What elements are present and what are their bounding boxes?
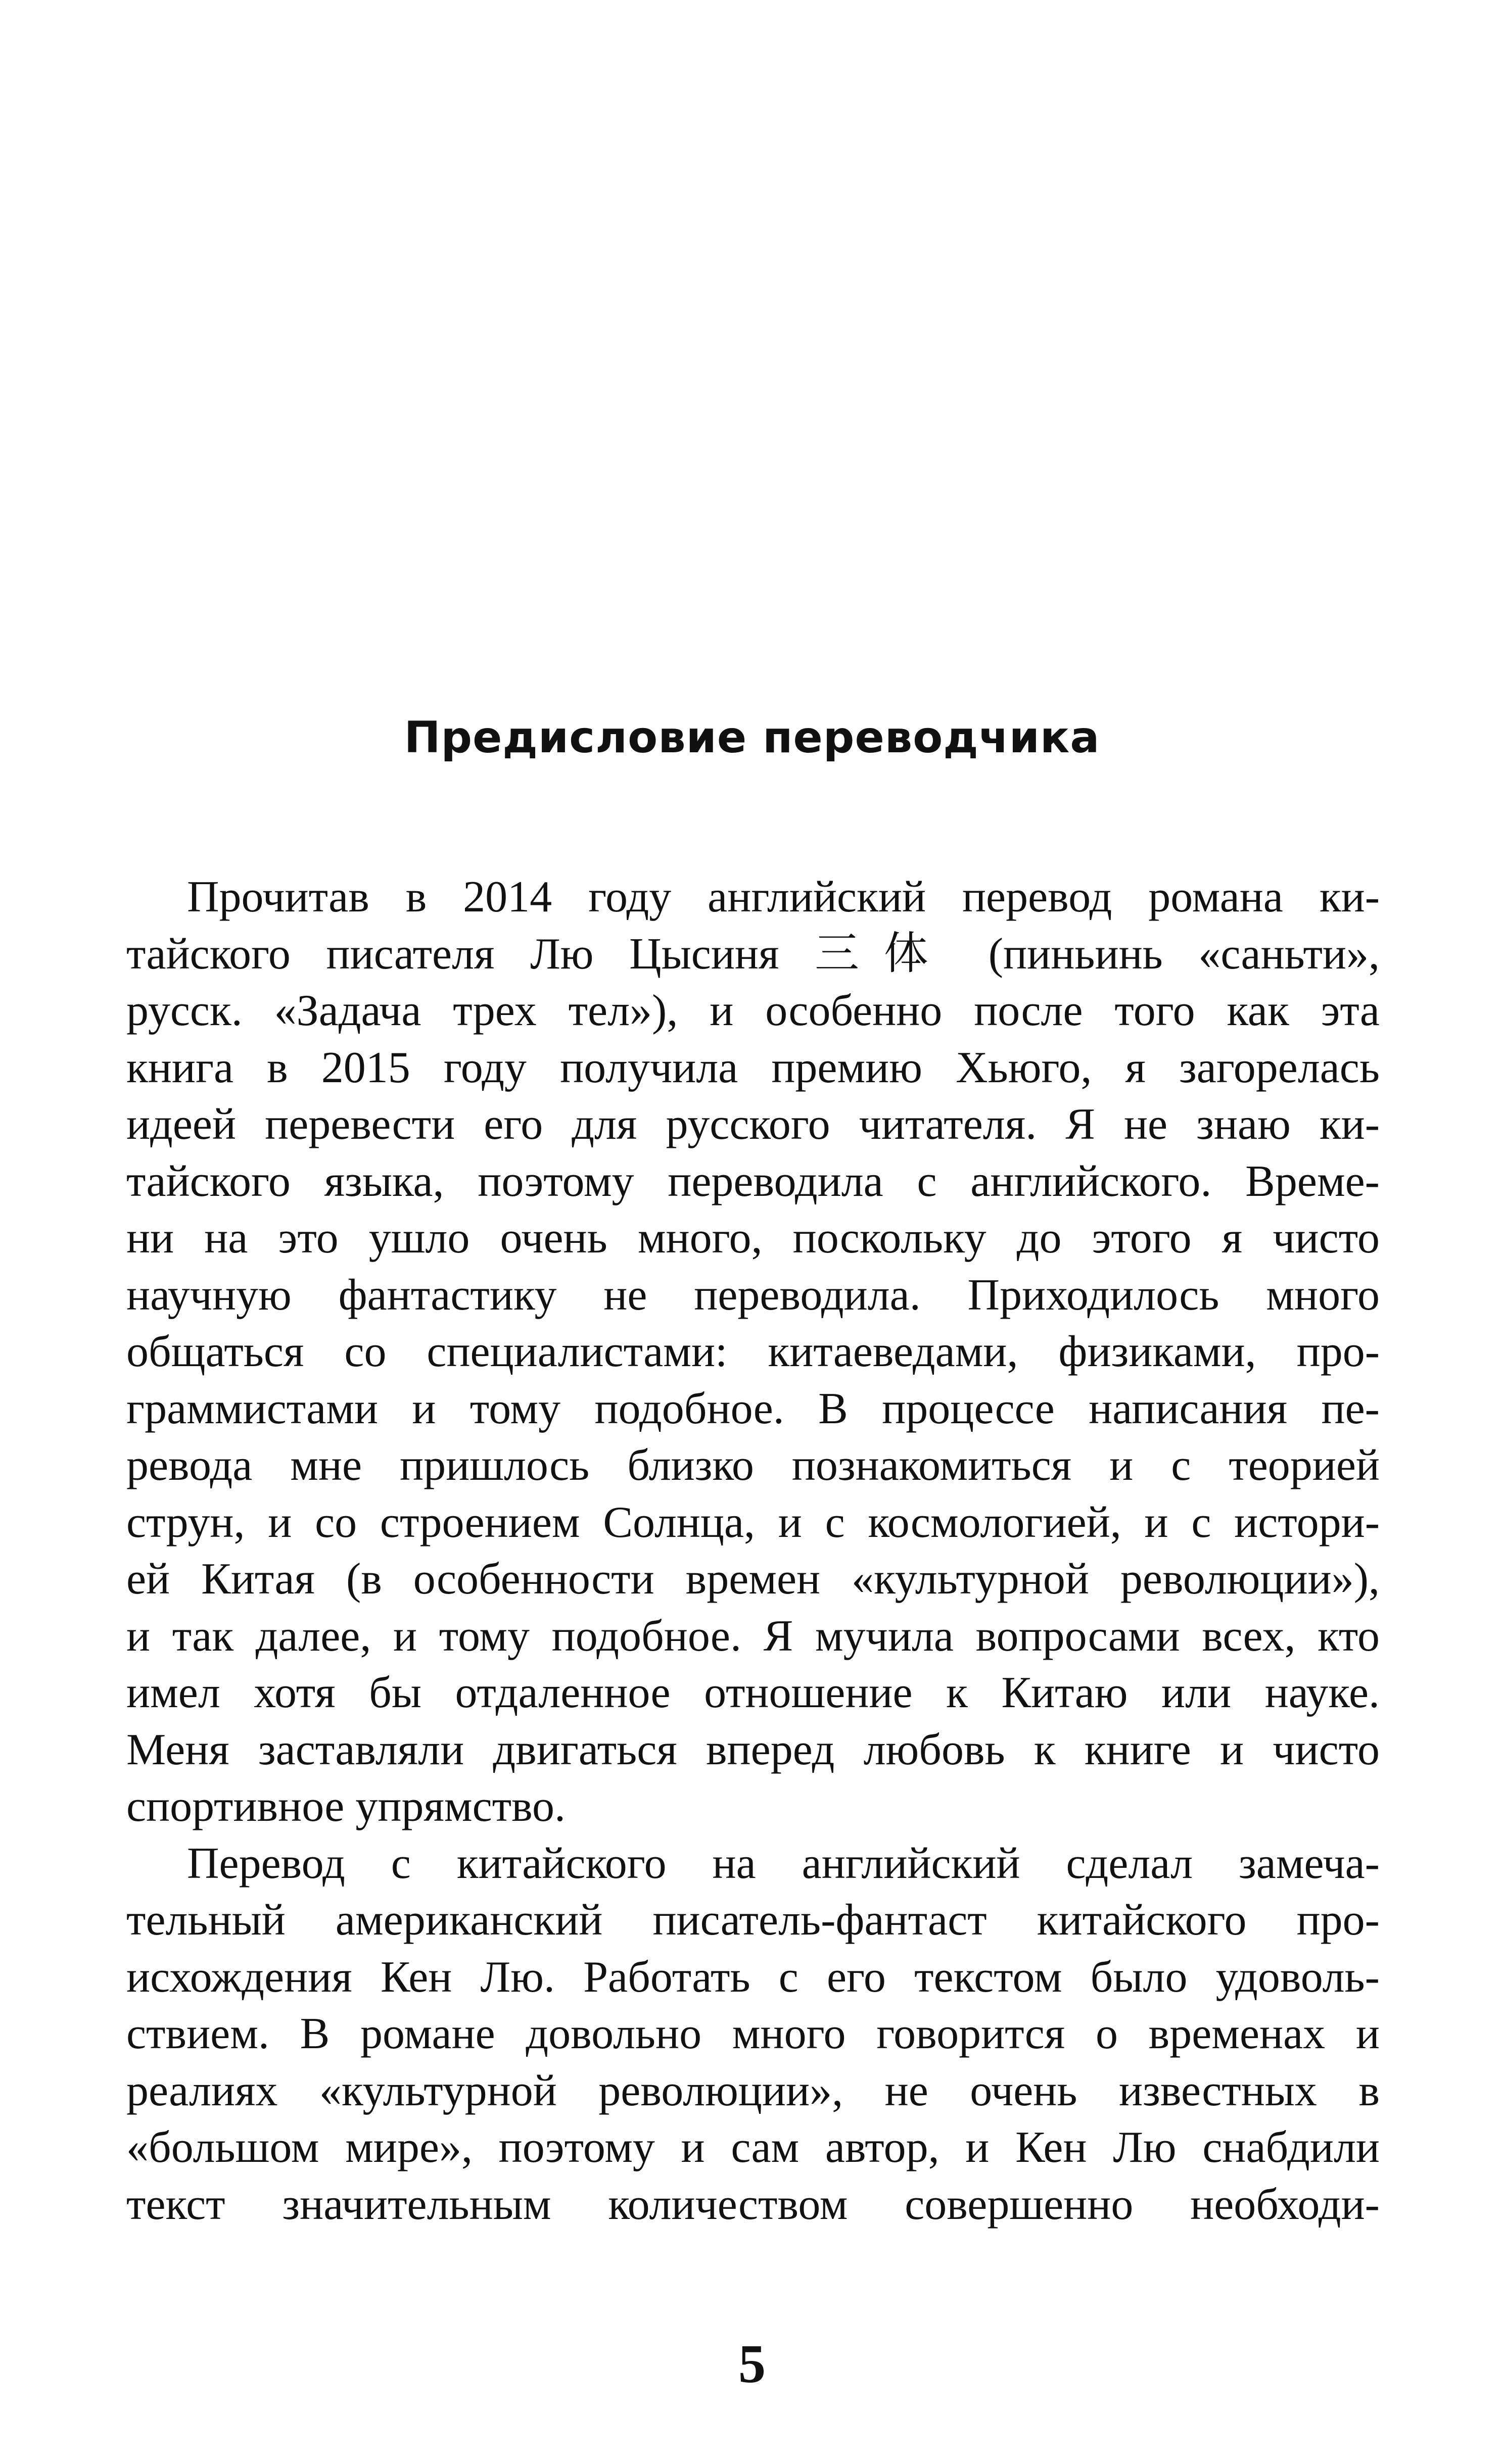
text-line: имел хотя бы отдаленное отношение к Китаю или науке. — [126, 1668, 1380, 1717]
paragraph — [126, 1835, 1380, 2234]
text-line: ни на это ушло очень много, поскольку до этого я чисто — [126, 1214, 1380, 1263]
text-line: книга в 2015 году получила премию Хьюго, я загорелась — [126, 1043, 1380, 1092]
text-line: реалиях «культурной революции», не очень известных в — [126, 2066, 1380, 2115]
text-line: струн, и со строением Солнца, и с космологией, и с истори- — [126, 1497, 1380, 1547]
text-line: граммистами и тому подобное. В процессе написания пе- — [126, 1384, 1380, 1433]
text-line: научную фантастику не переводила. Приходилось много — [126, 1270, 1380, 1320]
page-number: 5 — [738, 2334, 766, 2394]
text-line: ей Китая (в особенности времен «культурной революции»), — [126, 1555, 1380, 1604]
text-line: «большом мире», поэтому и сам автор, и Кен Лю снабдили — [126, 2123, 1380, 2172]
text-line: русск. «Задача трех тел»), и особенно после того как эта — [126, 986, 1380, 1035]
text-line: тайского языка, поэтому переводила с английского. Време- — [126, 1156, 1380, 1206]
text-line: идеей перевести его для русского читателя. Я не знаю ки- — [126, 1100, 1380, 1149]
text-line: Меня заставляли двигаться вперед любовь к книге и чисто — [126, 1725, 1380, 1774]
paragraph — [126, 869, 1380, 1835]
text-line: Перевод с китайского на английский сделал замеча- — [187, 1839, 1380, 1888]
chapter-title: Предисловие переводчика — [404, 712, 1100, 763]
body-text — [126, 869, 1380, 2233]
text-line: и так далее, и тому подобное. Я мучила вопросами всех, кто — [126, 1611, 1380, 1661]
text-line: Прочитав в 2014 году английский перевод романа ки- — [187, 873, 1380, 922]
text-line: ревода мне пришлось близко познакомиться и с теорией — [126, 1441, 1380, 1490]
text-line: ствием. В романе довольно много говорится о временах и — [126, 2009, 1380, 2058]
text-line: исхождения Кен Лю. Работать с его текстом было удоволь- — [126, 1952, 1380, 2002]
text-line: тельный американский писатель-фантаст китайского про- — [126, 1896, 1380, 1945]
text-line: общаться со специалистами: китаеведами, физиками, про- — [126, 1327, 1380, 1376]
text-line: спортивное упрямство. — [126, 1782, 566, 1831]
text-line: тайского писателя Лю Цысиня 三体 (пиньинь «саньти», — [126, 929, 1380, 979]
text-line: текст значительным количеством совершенно необходи- — [126, 2180, 1380, 2229]
